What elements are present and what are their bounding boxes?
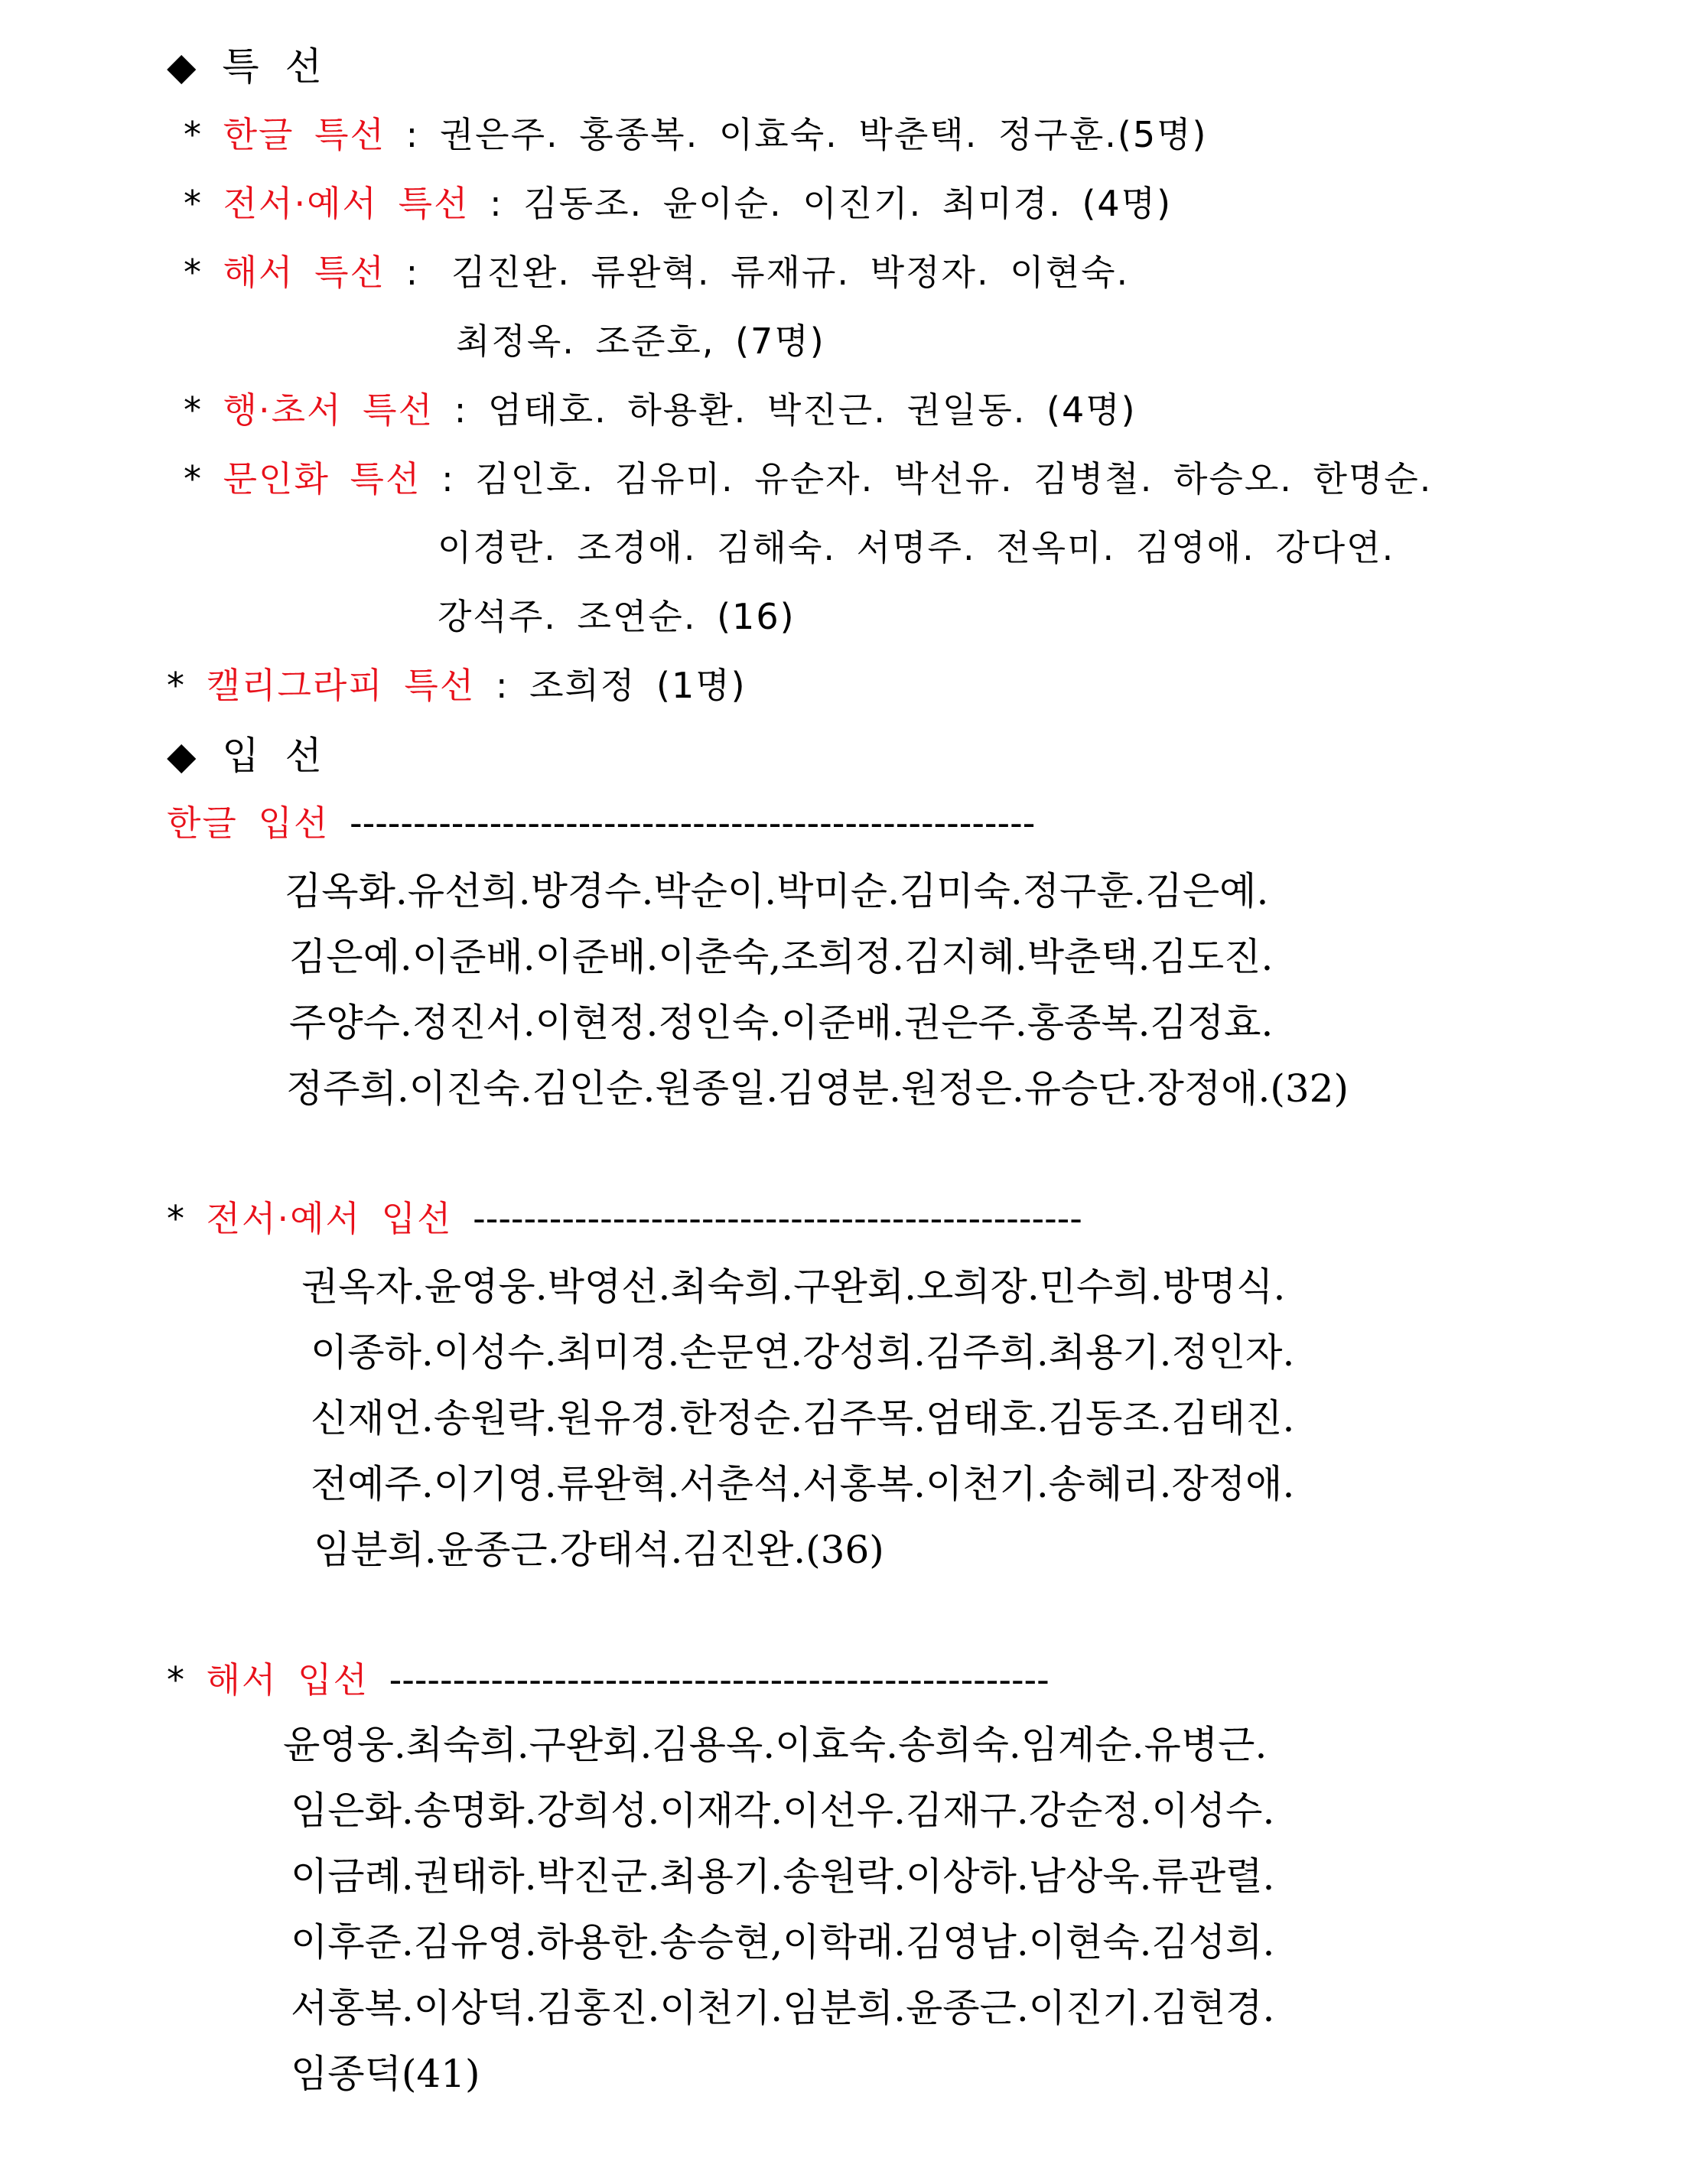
special-hangul-line — [184, 114, 1208, 155]
special-haeseo-line — [184, 252, 420, 293]
category-label-calli: 캘리그라피 특선 — [206, 665, 476, 706]
winner-names: 엄태호. 하용환. 박진근. 권일동. (4명) — [487, 389, 1137, 431]
winner-names: 김인호. 김유미. 유순자. 박선유. 김병철. 하승오. 한명순. — [475, 458, 1433, 500]
selected-haeseo-header — [167, 1659, 1050, 1701]
name-line: 이종하.이성수.최미경.손문연.강성희.김주희.최용기.정인자. — [311, 1330, 1295, 1375]
special-heading: ◆ 특 선 — [167, 44, 322, 89]
winner-names: 김진완. 류완혁. 류재규. 박정자. 이현숙. — [451, 252, 1130, 293]
name-line: 신재언.송원락.원유경.한정순.김주목.엄태호.김동조.김태진. — [311, 1396, 1295, 1440]
winner-names-continued: 이경란. 조경애. 김해숙. 서명주. 전옥미. 김영애. 강다연. — [438, 527, 1395, 568]
selected-jeonseo-header — [167, 1198, 1082, 1239]
winner-names: 김동조. 윤이순. 이진기. 최미경. (4명) — [523, 183, 1173, 224]
separator: : — [441, 458, 455, 500]
bullet: * — [184, 389, 203, 431]
category-label-haeseo: 해서 입선 — [206, 1659, 369, 1701]
bullet: * — [184, 114, 203, 155]
bullet: * — [184, 252, 203, 293]
name-line: 주양수.정진서.이현정.정인숙.이준배.권은주.홍종복.김정효. — [289, 1001, 1274, 1045]
dash-line: ------------------------------------------------------ — [350, 802, 1036, 844]
winner-names: 조희정 (1명) — [529, 665, 747, 706]
name-line: 이금례.권태하.박진군.최용기.송원락.이상하.남상욱.류관렬. — [291, 1854, 1275, 1899]
category-label-haengcho: 행·초서 특선 — [223, 389, 434, 431]
separator: : — [490, 183, 503, 224]
name-line: 서홍복.이상덕.김홍진.이천기.임분희.윤종근.이진기.김현경. — [291, 1986, 1275, 2030]
selected-heading: ◆ 입 선 — [167, 734, 322, 778]
dash-line: ---------------------------------------------------- — [389, 1659, 1050, 1701]
winner-names-continued: 강석주. 조연순. (16) — [438, 596, 796, 637]
separator: : — [495, 665, 509, 706]
category-label-jeonseo: 전서·예서 특선 — [223, 183, 470, 224]
special-haengcho-line — [184, 389, 1137, 431]
name-line: 전예주.이기영.류완혁.서춘석.서홍복.이천기.송혜리.장정애. — [311, 1462, 1295, 1506]
category-label-haeseo: 해서 특선 — [223, 252, 386, 293]
name-line: 임은화.송명화.강희성.이재각.이선우.김재구.강순정.이성수. — [291, 1789, 1275, 1833]
name-line: 임분희.윤종근.강태석.김진완.(36) — [314, 1528, 884, 1572]
separator: : — [405, 114, 420, 155]
bullet: * — [167, 1659, 186, 1701]
name-line: 임종덕(41) — [291, 2052, 480, 2096]
name-line: 김은예.이준배.이준배.이춘숙,조희정.김지혜.박춘택.김도진. — [289, 935, 1274, 979]
category-label-hangul: 한글 특선 — [223, 114, 386, 155]
dash-line: ------------------------------------------------ — [473, 1198, 1082, 1239]
bullet: * — [184, 458, 203, 500]
winner-names: 권은주. 홍종복. 이효숙. 박춘택. 정구훈.(5명) — [439, 114, 1208, 155]
name-line: 이후준.김유영.하용한.송승현,이학래.김영남.이현숙.김성희. — [291, 1920, 1275, 1964]
separator: : — [405, 252, 420, 293]
category-label-munin: 문인화 특선 — [223, 458, 421, 500]
name-line: 김옥화.유선희.방경수.박순이.박미순.김미숙.정구훈.김은예. — [285, 869, 1269, 913]
name-line: 정주희.이진숙.김인순.원종일.김영분.원정은.유승단.장정애.(32) — [286, 1066, 1349, 1111]
selected-hangul-header — [167, 802, 1036, 844]
special-jeonseo-line — [184, 183, 1173, 224]
category-label-jeonseo: 전서·예서 입선 — [206, 1198, 453, 1239]
name-line: 권옥자.윤영웅.박영선.최숙희.구완회.오희장.민수희.방명식. — [301, 1265, 1286, 1309]
bullet: * — [167, 665, 186, 706]
special-calli-line — [167, 665, 747, 706]
bullet: * — [184, 183, 203, 224]
special-munin-line — [184, 458, 1433, 500]
bullet: * — [167, 1198, 186, 1239]
name-line: 윤영웅.최숙희.구완회.김용옥.이효숙.송희숙.임계순.유병근. — [283, 1723, 1268, 1767]
winner-names-continued: 최정옥. 조준호, (7명) — [456, 321, 825, 362]
separator: : — [454, 389, 468, 431]
category-label-hangul: 한글 입선 — [167, 802, 330, 844]
